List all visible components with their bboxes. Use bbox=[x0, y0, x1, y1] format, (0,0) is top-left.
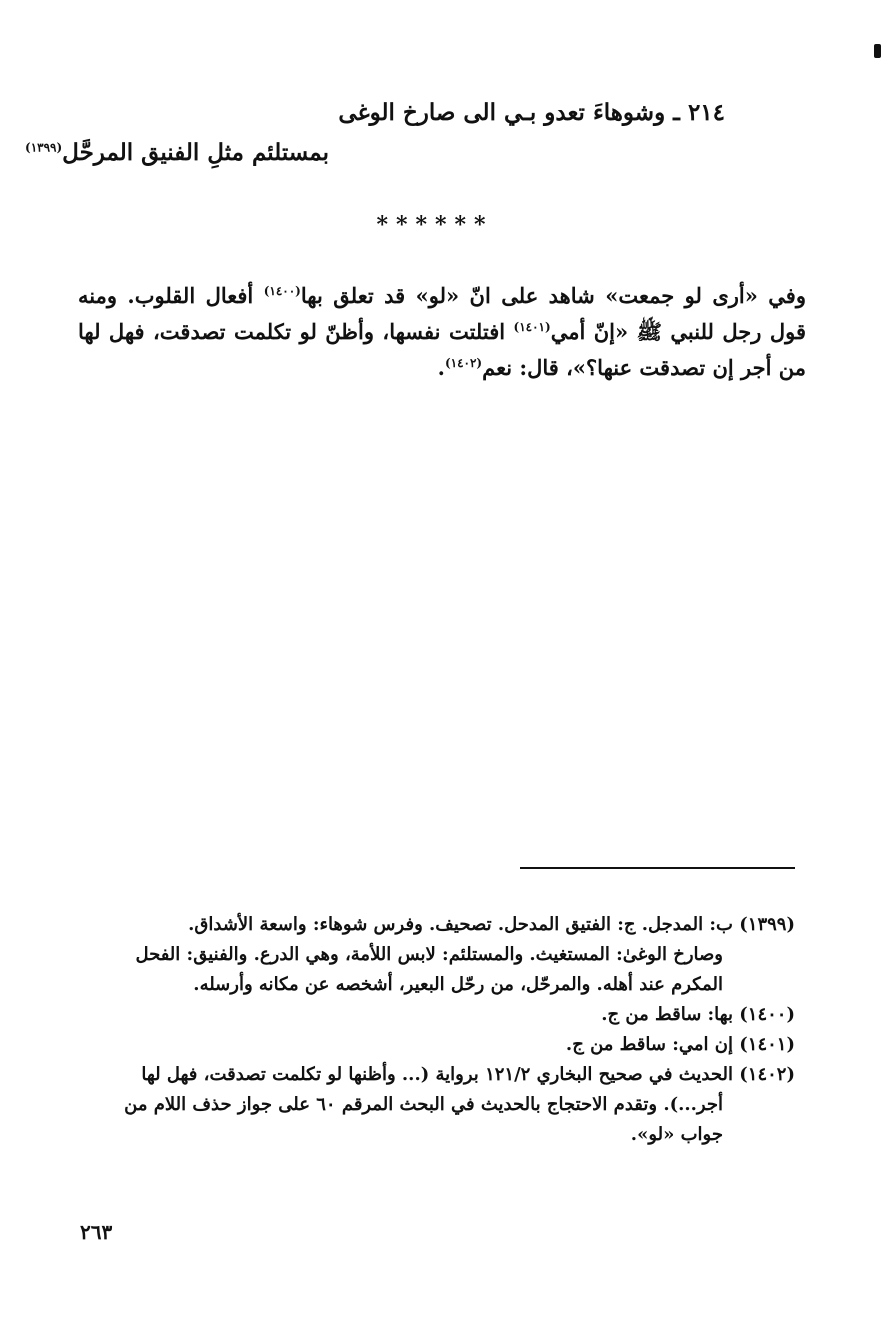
footnote-1402 bbox=[80, 1060, 795, 1090]
footnote-separator-rule bbox=[520, 867, 795, 869]
footnote-number: (١٤٠٢) bbox=[739, 1064, 795, 1085]
verse-second-hemistich bbox=[25, 136, 425, 170]
verse-line2-text: بمستلئم مثلِ الفنيق المرحَّل bbox=[62, 139, 329, 166]
footnote-1399 bbox=[80, 910, 795, 940]
footnote-1400 bbox=[80, 1000, 795, 1030]
footnote-number: (١٣٩٩) bbox=[739, 914, 795, 935]
footnote-1399-continued bbox=[80, 940, 795, 970]
verse-line1-text: ٢١٤ ـ وشوهاءَ تعدو بـي الى صارخ الوغى bbox=[338, 99, 725, 126]
footnote-text: المكرم عند أهله. والمرحّل، من رحّل البعير، أشخصه عن مكانه وأرسله. bbox=[193, 974, 723, 995]
footnote-text: وصارخ الوغىٰ: المستغيث. والمستلئم: لابس اللأمة، وهي الدرع. والفنيق: الفحل bbox=[135, 944, 723, 965]
footnote-ref: (١٤٠١) bbox=[513, 320, 551, 334]
footnote-text: ب: المدجل. ج: الفتيق المدحل. تصحيف. وفرس شوهاء: واسعة الأشداق. bbox=[188, 914, 733, 935]
footnote-1399-continued bbox=[80, 970, 795, 1000]
body-text: وفي «أرى لو جمعت» شاهد على انّ «لو» قد تعلق بها bbox=[300, 283, 806, 308]
body-text: افتلتت نفسها، وأظنّ لو تكلمت تصدقت، فهل لها من أجر إن تصدقت عنها؟»، قال: نعم bbox=[78, 319, 806, 380]
body-text: أفعال القلوب. ومنه قول رجل للنبي ﷺ «إنّ أمي bbox=[78, 283, 807, 344]
footnote-text: أجر...). وتقدم الاحتجاج بالحديث في البحث المرقم ٦٠ على جواز حذف اللام من bbox=[124, 1094, 723, 1115]
footnote-number: (١٤٠١) bbox=[739, 1034, 795, 1055]
footnotes-section bbox=[80, 910, 795, 1150]
body-text: . bbox=[437, 355, 445, 380]
footnote-text: إن امي: ساقط من ج. bbox=[565, 1034, 733, 1055]
verse-first-hemistich bbox=[125, 96, 725, 130]
footnote-1402-continued bbox=[80, 1120, 795, 1150]
footnote-text: جواب «لو». bbox=[630, 1124, 723, 1145]
footnote-ref: (١٣٩٩) bbox=[25, 140, 63, 155]
footnote-text: بها: ساقط من ج. bbox=[601, 1004, 733, 1025]
footnote-1402-continued bbox=[80, 1090, 795, 1120]
body-paragraph bbox=[78, 278, 806, 386]
scan-edge-mark bbox=[874, 44, 881, 58]
footnote-number: (١٤٠٠) bbox=[739, 1004, 795, 1025]
footnote-ref: (١٤٠٠) bbox=[263, 284, 301, 298]
footnote-1401 bbox=[80, 1030, 795, 1060]
page-number: ٢٦٣ bbox=[80, 1220, 113, 1244]
footnote-ref: (١٤٠٢) bbox=[444, 356, 483, 370]
section-separator: ****** bbox=[376, 212, 494, 238]
footnote-text: الحديث في صحيح البخاري ١٢١/٢ برواية (... وأظنها لو تكلمت تصدقت، فهل لها bbox=[141, 1064, 733, 1085]
